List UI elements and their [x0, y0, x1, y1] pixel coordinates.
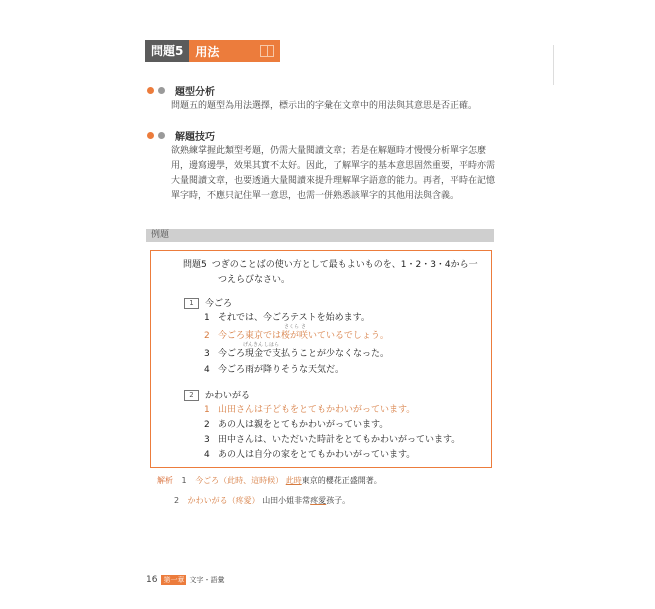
option-item	[204, 419, 388, 431]
target-word: かわいがる	[205, 391, 251, 401]
example-label: 例題	[151, 230, 170, 240]
explanation-text: 東京的櫻花正盛開著。	[301, 476, 382, 485]
book-icon	[260, 45, 274, 57]
instruction-line: つえらびなさい。	[218, 275, 291, 285]
bullet-dot-icon	[147, 87, 154, 94]
option-text: それでは、今ごろテストを始めます。	[218, 313, 370, 323]
page-edge-line	[553, 45, 554, 85]
option-item	[204, 449, 415, 461]
option-item-correct	[204, 330, 389, 342]
page-number: 16	[146, 575, 158, 585]
option-number: 2	[204, 420, 210, 430]
explanation-number: 2	[174, 496, 180, 505]
page-footer	[146, 575, 224, 585]
bullet-dot-icon	[158, 87, 165, 94]
header-title: 用法	[195, 44, 220, 59]
option-text: あの人は親をとてもかわいがっています。	[218, 420, 389, 430]
instruction-line: つぎのことばの使い方として最もよいものを、1・2・3・4から一	[211, 260, 478, 270]
explanation-text: 孩子。	[326, 496, 351, 505]
section-heading-analysis	[147, 83, 215, 98]
option-number: 2	[204, 331, 210, 341]
section-title: 解題技巧	[175, 132, 215, 143]
option-text: 今ごろ東京では桜が咲いているでしょう。	[218, 331, 389, 341]
furigana: げんきん	[243, 342, 264, 348]
explanation-text: 山田小姐非常	[262, 496, 311, 505]
explanation-highlight: 疼愛	[310, 496, 327, 505]
target-word: 今ごろ	[205, 299, 233, 309]
explanation-term: かわいがる（疼愛）	[187, 496, 260, 505]
option-number: 3	[204, 435, 210, 445]
furigana: さくら	[284, 324, 300, 330]
explanation-number: 1	[181, 476, 187, 485]
option-item	[204, 434, 460, 446]
option-item	[204, 364, 344, 376]
option-number: 3	[204, 349, 210, 359]
option-text: 今ごろ雨が降りそうな天気だ。	[218, 365, 345, 375]
option-item-correct	[204, 404, 415, 416]
example-bar	[146, 229, 494, 242]
option-text: 山田さんは子どもをとてもかわいがっています。	[218, 405, 416, 415]
chapter-badge: 第一章	[163, 576, 185, 584]
option-number: 4	[204, 450, 210, 460]
furigana: しはら	[264, 342, 280, 348]
section-body: 欲熟練掌握此類型考題，仍需大量閱讀文章；若是在解題時才慢慢分析單字怎麼用，邊寫邊學，效果其實不太好。因此，了解單字的基本意思固然重要，平時亦需大量閱讀文章，也要透過大量閱讀來提升理解單字語意的能力。再者，平時在記憶單字時，不應只記住單一意思，也需一併熟悉該單字的其他用法與含義。	[171, 146, 496, 201]
explanation-line	[157, 475, 382, 486]
question-number: 問題5	[183, 260, 207, 270]
bullet-dot-icon	[158, 132, 165, 139]
section-body: 問題五的題型為用法選擇，標示出的字彙在文章中的用法與其意思是否正確。	[171, 101, 478, 111]
explanation-term: 今ごろ（此時、這時候）	[195, 476, 284, 485]
option-number: 1	[204, 405, 210, 415]
option-number: 4	[204, 365, 210, 375]
option-text: 今ごろ現金で支払うことが少なくなった。	[218, 349, 390, 359]
option-number: 1	[204, 313, 210, 323]
question-number-box: 2	[184, 390, 199, 401]
furigana: さ	[301, 324, 307, 330]
option-text: あの人は自分の家をとてもかわいがっています。	[218, 450, 416, 460]
option-text: 田中さんは、いただいた時計をとてもかわいがっています。	[218, 435, 461, 445]
bullet-dot-icon	[147, 132, 154, 139]
explanation-highlight: 此時	[285, 476, 302, 485]
question-number-box: 1	[184, 298, 199, 309]
question-instruction	[183, 258, 483, 288]
section-header	[145, 40, 280, 62]
section-name: 文字・語彙	[189, 576, 225, 584]
explanation-line	[174, 495, 350, 506]
section-title: 題型分析	[175, 87, 215, 98]
header-number: 問題5	[145, 40, 189, 62]
option-item	[204, 348, 389, 360]
explanation-label: 解析	[157, 476, 173, 485]
section-heading-tips	[147, 128, 215, 143]
